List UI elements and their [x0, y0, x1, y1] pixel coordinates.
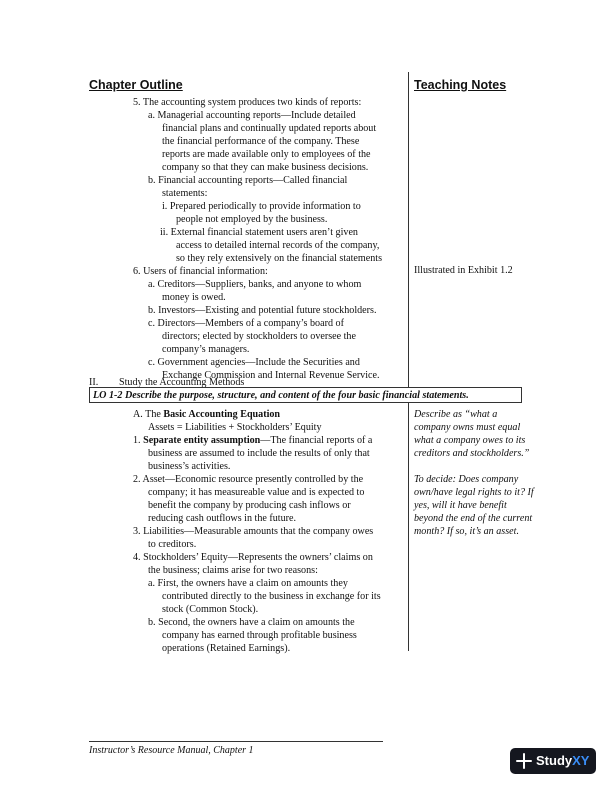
outline-item-A1-bold: Separate entity assumption	[143, 435, 261, 446]
footer-text: Instructor’s Resource Manual, Chapter 1	[89, 745, 254, 756]
teaching-notes-heading: Teaching Notes	[414, 78, 507, 92]
outline-item-5a: a. Managerial accounting reports—Include detailed	[148, 110, 356, 121]
outline-item-5a-line: financial plans and continually updated reports about	[162, 123, 377, 134]
outline-item-5b: b. Financial accounting reports—Called financial	[148, 175, 348, 186]
outline-item-A4b: b. Second, the owners have a claim on amounts the	[148, 617, 355, 628]
column-divider-bottom	[408, 403, 409, 651]
outline-item-6c-line: company’s managers.	[162, 344, 250, 355]
note-decide-line: month? If so, it’s an asset.	[414, 526, 519, 537]
outline-item-6a-line: money is owed.	[162, 292, 226, 303]
outline-item-A1	[133, 435, 372, 447]
outline-item-5b-line: statements:	[162, 188, 208, 199]
column-divider-top	[408, 72, 409, 387]
note-describe-line: company owns must equal	[414, 422, 521, 433]
outline-item-A2-line: benefit the company by producing cash inflows or	[148, 500, 351, 511]
chapter-outline-heading: Chapter Outline	[89, 78, 183, 92]
outline-item-A1-prefix: 1.	[133, 435, 144, 446]
outline-item-5b-ii-line: access to detailed internal records of the company,	[176, 240, 380, 251]
outline-item-5a-line: the financial performance of the company. These	[162, 136, 360, 147]
outline-item-6: 6. Users of financial information:	[133, 266, 268, 277]
note-describe-line: what a company owes to its	[414, 435, 526, 446]
outline-item-5b-i-line: people not employed by the business.	[176, 214, 328, 225]
outline-item-5a-line: company so that they can make business decisions.	[162, 162, 369, 173]
outline-item-A4a: a. First, the owners have a claim on amounts they	[148, 578, 348, 589]
studyxy-badge[interactable]	[510, 748, 596, 774]
outline-item-A1-line: business are assumed to include the results of only that	[148, 448, 370, 459]
outline-item-5: 5. The accounting system produces two kinds of reports:	[133, 97, 362, 108]
note-describe-line: Describe as “what a	[414, 409, 498, 420]
outline-item-6d-line: Exchange Commission and Internal Revenue Service.	[162, 370, 380, 381]
outline-item-5b-i: i. Prepared periodically to provide information to	[162, 201, 361, 212]
footer-rule	[89, 741, 383, 742]
plus-sparkle-icon	[516, 753, 532, 769]
outline-item-A2: 2. Asset—Economic resource presently controlled by the	[133, 474, 364, 485]
outline-item-A3: 3. Liabilities—Measurable amounts that the company owes	[133, 526, 374, 537]
outline-item-A	[133, 409, 280, 421]
learning-objective-box	[89, 387, 522, 403]
studyxy-logo-text	[536, 753, 589, 768]
studyxy-logo-xy: XY	[572, 753, 590, 768]
outline-item-A3-line: to creditors.	[148, 539, 197, 550]
outline-item-A-prefix: A. The	[133, 409, 164, 420]
outline-item-A4b-line: company has earned through profitable business	[162, 630, 357, 641]
outline-item-A1-rest: —The financial reports of a	[260, 435, 373, 446]
note-exhibit: Illustrated in Exhibit 1.2	[414, 265, 513, 276]
section-2-number: II.	[89, 377, 99, 388]
outline-item-A4-line: the business; claims arise for two reasons:	[148, 565, 318, 576]
note-decide-line: beyond the end of the current	[414, 513, 533, 524]
outline-item-6d: c. Government agencies—Include the Securities and	[148, 357, 360, 368]
outline-item-A2-line: reducing cash outflows in the future.	[148, 513, 297, 524]
learning-objective-text: LO 1-2 Describe the purpose, structure, and content of the four basic financial statements.	[93, 390, 469, 401]
studyxy-logo-study: Study	[536, 753, 573, 768]
accounting-equation: Assets = Liabilities + Stockholders’ Equity	[148, 422, 322, 433]
note-decide-line: yes, will it have benefit	[414, 500, 507, 511]
outline-item-6b: b. Investors—Existing and potential future stockholders.	[148, 305, 377, 316]
outline-item-A4b-line: operations (Retained Earnings).	[162, 643, 291, 654]
note-describe-line: creditors and stockholders.”	[414, 448, 530, 459]
outline-item-6a: a. Creditors—Suppliers, banks, and anyone to whom	[148, 279, 362, 290]
outline-item-6c: c. Directors—Members of a company’s board of	[148, 318, 344, 329]
outline-item-A4: 4. Stockholders’ Equity—Represents the owners’ claims on	[133, 552, 373, 563]
outline-item-5b-ii-line: so they rely extensively on the financial statements	[176, 253, 383, 264]
outline-item-A4a-line: stock (Common Stock).	[162, 604, 259, 615]
section-2-title: Study the Accounting Methods	[119, 377, 245, 388]
outline-item-A1-line: business’s activities.	[148, 461, 231, 472]
outline-item-A-bold: Basic Accounting Equation	[163, 409, 281, 420]
outline-item-6c-line: directors; elected by stockholders to oversee the	[162, 331, 356, 342]
outline-item-5a-line: reports are made available only to employees of the	[162, 149, 371, 160]
outline-item-A4a-line: contributed directly to the business in exchange for its	[162, 591, 381, 602]
note-decide-line: own/have legal rights to it? If	[414, 487, 534, 498]
outline-item-5b-ii: ii. External financial statement users aren’t given	[160, 227, 358, 238]
outline-item-A2-line: company; it has measureable value and is expected to	[148, 487, 365, 498]
note-decide-line: To decide: Does company	[414, 474, 519, 485]
